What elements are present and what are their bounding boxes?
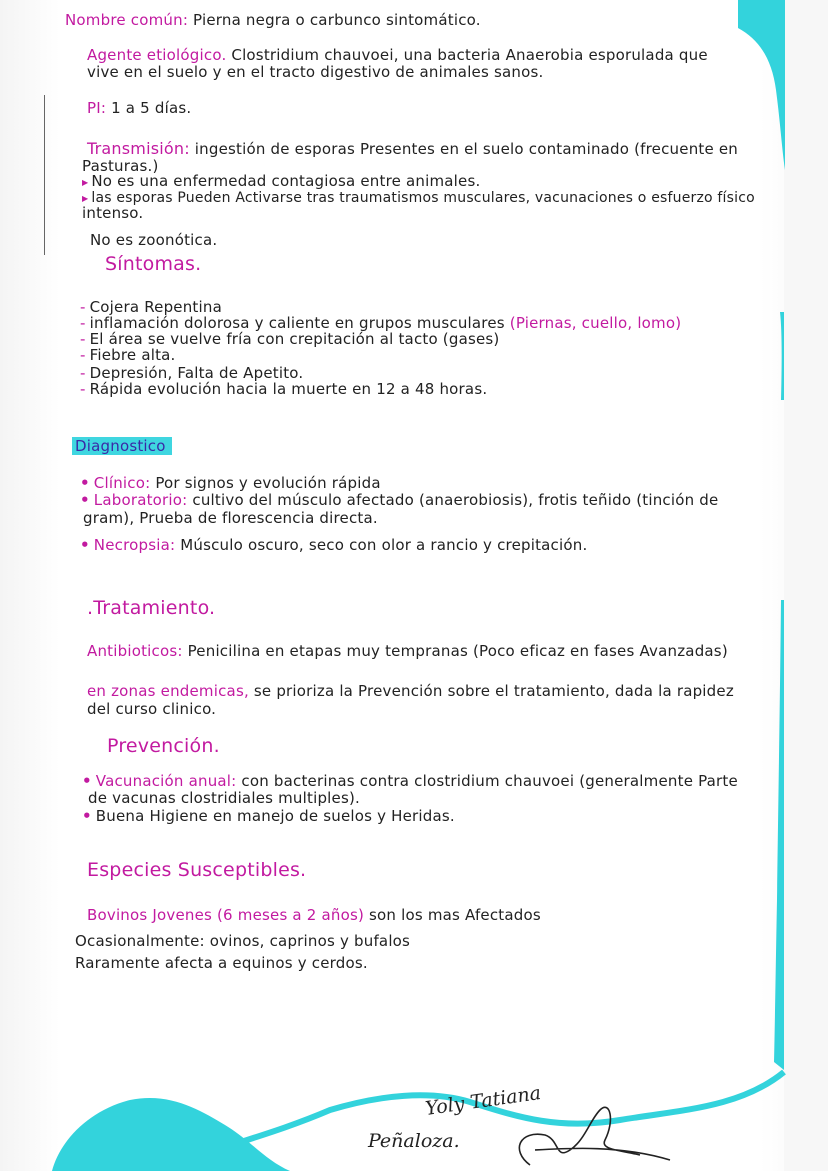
symptoms-title: Síntomas. [105, 253, 202, 275]
species-title: Especies Susceptibles. [87, 859, 307, 881]
diagnosis-title-highlight: Diagnostico [72, 437, 172, 455]
transmission-text: ingestión de esporas Presentes en el suelo contaminado (frecuente en [194, 140, 739, 158]
diagnosis-item: • Clínico: Por signos y evolución rápida [80, 474, 381, 492]
species-rare: Raramente afecta a equinos y cerdos. [75, 954, 368, 972]
common-name-label: Nombre común: [65, 11, 189, 29]
diagnosis-item-cont: gram), Prueba de florescencia directa. [83, 509, 378, 527]
endemic-line-2: del curso clinico. [87, 700, 217, 718]
zoonosis-note: No es zoonótica. [90, 231, 218, 249]
transmission-line-2: Pasturas.) [82, 157, 159, 175]
symptom-item: - Cojera Repentina [80, 298, 222, 316]
diagnosis-item: • Laboratorio: cultivo del músculo afectado (anaerobiosis), frotis teñido (tinción de [80, 491, 719, 509]
agent-label: Agente etiológico. [87, 46, 227, 64]
signature-name-line-1: Yoly Tatiana [424, 1082, 543, 1120]
transmission-label: Transmisión: [87, 139, 190, 158]
signature-name-line-2: Peñaloza. [368, 1130, 460, 1152]
endemic-text: se prioriza la Prevención sobre el tratamiento, dada la rapidez [253, 682, 734, 700]
transmission-bullet: ▶ las esporas Pueden Activarse tras traumatismos musculares, vacunaciones o esfuerzo físico [82, 190, 755, 208]
prevention-item: • Vacunación anual: con bacterinas contra clostridium chauvoei (generalmente Parte [82, 772, 738, 790]
common-name-value: Pierna negra o carbunco sintomático. [193, 11, 481, 29]
symptom-item: - Fiebre alta. [80, 346, 176, 364]
transmission-bullet: ▶ No es una enfermedad contagiosa entre animales. [82, 173, 480, 192]
antibiotics-text: Penicilina en etapas muy tempranas (Poco eficaz en fases Avanzadas) [187, 642, 728, 660]
species-main: Bovinos Jovenes (6 meses a 2 años) son los mas Afectados [87, 906, 541, 924]
prevention-item-cont: de vacunas clostridiales multiples). [88, 789, 360, 807]
prevention-item: • Buena Higiene en manejo de suelos y Heridas. [82, 807, 455, 825]
diagnosis-item: • Necropsia: Músculo oscuro, seco con olor a rancio y crepitación. [80, 536, 588, 554]
symptom-item: - Depresión, Falta de Apetito. [80, 364, 304, 382]
antibiotics-label: Antibioticos: [87, 642, 183, 660]
incubation-value: 1 a 5 días. [111, 99, 192, 117]
agent-line-2: vive en el suelo y en el tracto digestivo de animales sanos. [87, 63, 544, 81]
prevention-title: Prevención. [107, 735, 220, 757]
endemic-label: en zonas endemicas, [87, 682, 249, 700]
transmission-bullet-cont: intenso. [82, 204, 144, 222]
symptom-item: - inflamación dolorosa y caliente en grupos musculares (Piernas, cuello, lomo) [80, 314, 682, 332]
treatment-title: .Tratamiento. [87, 597, 216, 619]
symptom-item: - El área se vuelve fría con crepitación al tacto (gases) [80, 330, 500, 348]
symptom-item: - Rápida evolución hacia la muerte en 12 a 48 horas. [80, 380, 488, 398]
agent-text: Clostridium chauvoei, una bacteria Anaerobia esporulada que [231, 46, 708, 64]
incubation-label: PI: [87, 99, 107, 117]
species-occasional: Ocasionalmente: ovinos, caprinos y bufalos [75, 932, 411, 950]
